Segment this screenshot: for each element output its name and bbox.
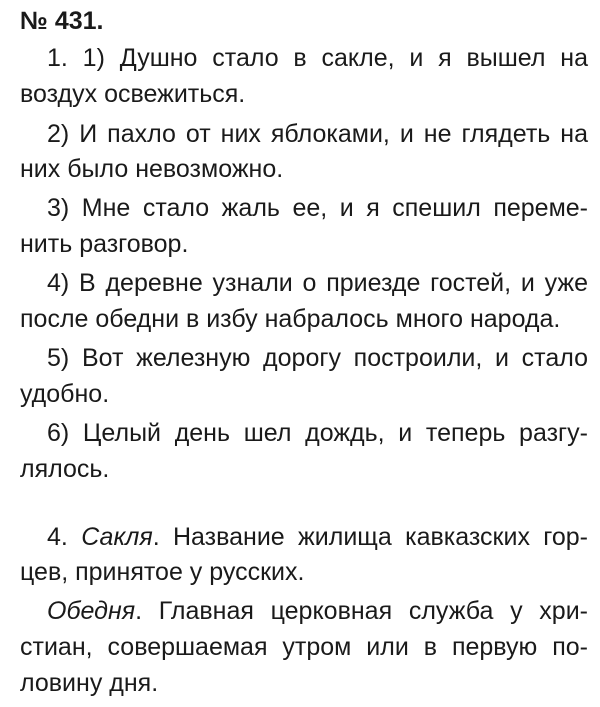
definition-2-line-1 bbox=[20, 595, 588, 627]
item-3-line-1 bbox=[20, 192, 588, 224]
section-number: 4. bbox=[47, 523, 68, 551]
item-label: 5) bbox=[47, 344, 70, 372]
exercise-number: № 431. bbox=[20, 7, 104, 35]
item-text: Вот железную дорогу построили, и стало bbox=[81, 344, 589, 372]
definition-text: . Название жилища кавказских гор- bbox=[152, 523, 588, 551]
item-label: 4) bbox=[47, 269, 70, 297]
definition-term: Обедня bbox=[47, 597, 136, 625]
item-6-line-2: лялось. bbox=[20, 455, 110, 483]
item-5-line-2: удобно. bbox=[20, 380, 110, 408]
item-4-line-2: после обедни в избу набралось много народа. bbox=[20, 305, 561, 333]
item-text: Мне стало жаль ее, и я спешил переме- bbox=[81, 194, 588, 222]
item-5-line-1 bbox=[20, 342, 588, 374]
item-text: И пахло от них яблоками, и не глядеть на bbox=[79, 120, 588, 148]
definition-1-line-2: цев, принятое у русских. bbox=[20, 558, 305, 586]
section-number: 1. bbox=[47, 44, 68, 72]
item-6-line-1 bbox=[20, 417, 588, 449]
definition-term: Сакля bbox=[81, 523, 153, 551]
item-text: В деревне узнали о приезде гостей, и уже bbox=[79, 269, 588, 297]
definition-1-line-1 bbox=[20, 521, 588, 553]
item-text: Целый день шел дождь, и теперь разгу- bbox=[82, 419, 588, 447]
item-4-line-1 bbox=[20, 267, 588, 299]
definition-2-line-3: ловину дня. bbox=[20, 669, 159, 697]
item-2-line-2: них было невозможно. bbox=[20, 155, 284, 183]
item-label: 6) bbox=[47, 419, 70, 447]
item-1-line-1 bbox=[20, 42, 588, 74]
definition-2-line-2: стиан, совершаемая утром или в первую по- bbox=[20, 633, 588, 661]
definition-text: . Главная церковная служба у хри- bbox=[135, 597, 588, 625]
item-2-line-1 bbox=[20, 118, 588, 150]
item-label: 3) bbox=[47, 194, 70, 222]
item-1-line-2: воздух освежиться. bbox=[20, 80, 246, 108]
item-3-line-2: нить разговор. bbox=[20, 230, 189, 258]
item-label: 1) bbox=[82, 44, 105, 72]
item-label: 2) bbox=[47, 120, 70, 148]
item-text: Душно стало в сакле, и я вышел на bbox=[119, 44, 588, 72]
